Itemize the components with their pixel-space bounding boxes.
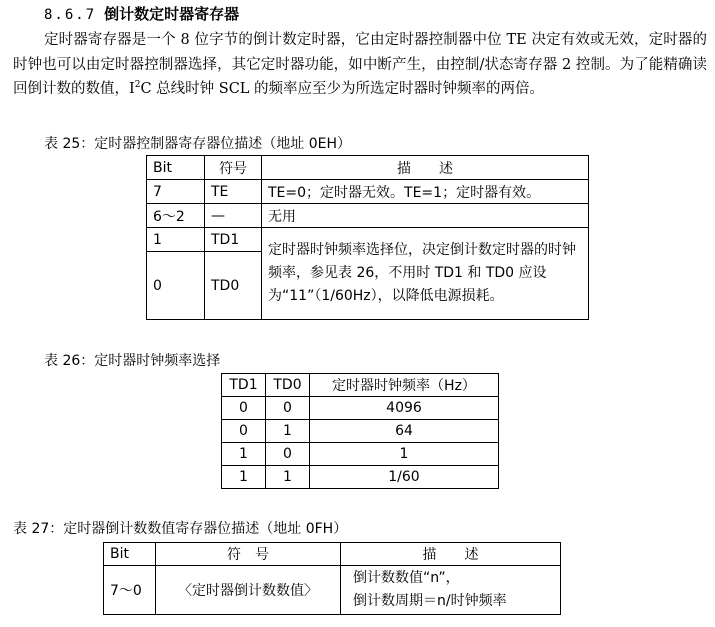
table-row <box>222 420 499 443</box>
header-td1: TD1 <box>222 374 266 397</box>
header-bit: Bit <box>104 543 156 566</box>
description-line-2: 倒计数周期＝n/时钟频率 <box>353 593 507 609</box>
paragraph-superscript: 2 <box>134 80 141 91</box>
header-description: 描 述 <box>341 543 561 566</box>
table-header-row <box>104 543 561 566</box>
header-frequency: 定时器时钟频率（Hz） <box>310 374 499 397</box>
cell-bit: 1 <box>147 228 205 252</box>
table27 <box>103 542 561 615</box>
table27-caption: 表 27：定时器倒计数数值寄存器位描述（地址 0FH） <box>13 521 348 537</box>
table-row <box>104 566 561 615</box>
description-paragraph <box>13 28 707 102</box>
cell-frequency: 1/60 <box>310 466 499 489</box>
cell-td1: 0 <box>222 397 266 420</box>
cell-description: TE=0；定时器无效。TE=1；定时器有效。 <box>262 180 589 204</box>
header-symbol: 符号 <box>205 156 262 180</box>
cell-td1: 1 <box>222 466 266 489</box>
header-td0: TD0 <box>266 374 310 397</box>
table-row <box>222 466 499 489</box>
cell-td1: 1 <box>222 443 266 466</box>
cell-td0: 1 <box>266 466 310 489</box>
table-row <box>222 397 499 420</box>
paragraph-text-pre: 定时器寄存器是一个 8 位字节的倒计数定时器，它由定时器控制器中位 TE 决定有效或无效，定时器的时钟也可以由定时器控制器选择，其它定时器功能，如中断产生，由控制/状态寄存器 2 控制。为了能精确读回倒计数的数值，I <box>13 32 707 97</box>
cell-td0: 1 <box>266 420 310 443</box>
cell-bit: 7 <box>147 180 205 204</box>
table-row <box>222 443 499 466</box>
section-heading <box>44 3 239 24</box>
cell-bit: 6～2 <box>147 204 205 228</box>
cell-symbol: — <box>205 204 262 228</box>
table25-caption: 表 25：定时器控制器寄存器位描述（地址 0EH） <box>44 136 351 152</box>
cell-description <box>341 566 561 615</box>
cell-symbol: TE <box>205 180 262 204</box>
paragraph-text-post: C 总线时钟 SCL 的频率应至少为所选定时器时钟频率的两倍。 <box>140 81 545 97</box>
description-line-1: 倒计数数值“n”， <box>353 570 460 586</box>
header-symbol: 符 号 <box>156 543 341 566</box>
section-title: 倒计数定时器寄存器 <box>104 5 240 23</box>
cell-description: 无用 <box>262 204 589 228</box>
cell-td0: 0 <box>266 397 310 420</box>
cell-description: 定时器时钟频率选择位，决定倒计数定时器的时钟频率，参见表 26，不用时 TD1 和 TD0 应设为“11”（1/60Hz），以降低电源损耗。 <box>262 228 589 320</box>
cell-td0: 0 <box>266 443 310 466</box>
table-header-row <box>147 156 589 180</box>
table26-caption: 表 26：定时器时钟频率选择 <box>44 353 221 369</box>
cell-symbol: TD1 <box>205 228 262 252</box>
table-row <box>147 228 589 252</box>
cell-symbol: TD0 <box>205 252 262 320</box>
table26 <box>221 373 499 489</box>
cell-bit: 0 <box>147 252 205 320</box>
cell-symbol: 〈定时器倒计数数值〉 <box>156 566 341 615</box>
cell-frequency: 1 <box>310 443 499 466</box>
header-description: 描 述 <box>262 156 589 180</box>
cell-frequency: 64 <box>310 420 499 443</box>
section-number: 8.6.7 <box>44 7 97 23</box>
cell-frequency: 4096 <box>310 397 499 420</box>
table-row <box>147 180 589 204</box>
cell-bit: 7～0 <box>104 566 156 615</box>
cell-td1: 0 <box>222 420 266 443</box>
table-header-row <box>222 374 499 397</box>
table-row <box>147 204 589 228</box>
table25 <box>146 155 589 320</box>
header-bit: Bit <box>147 156 205 180</box>
